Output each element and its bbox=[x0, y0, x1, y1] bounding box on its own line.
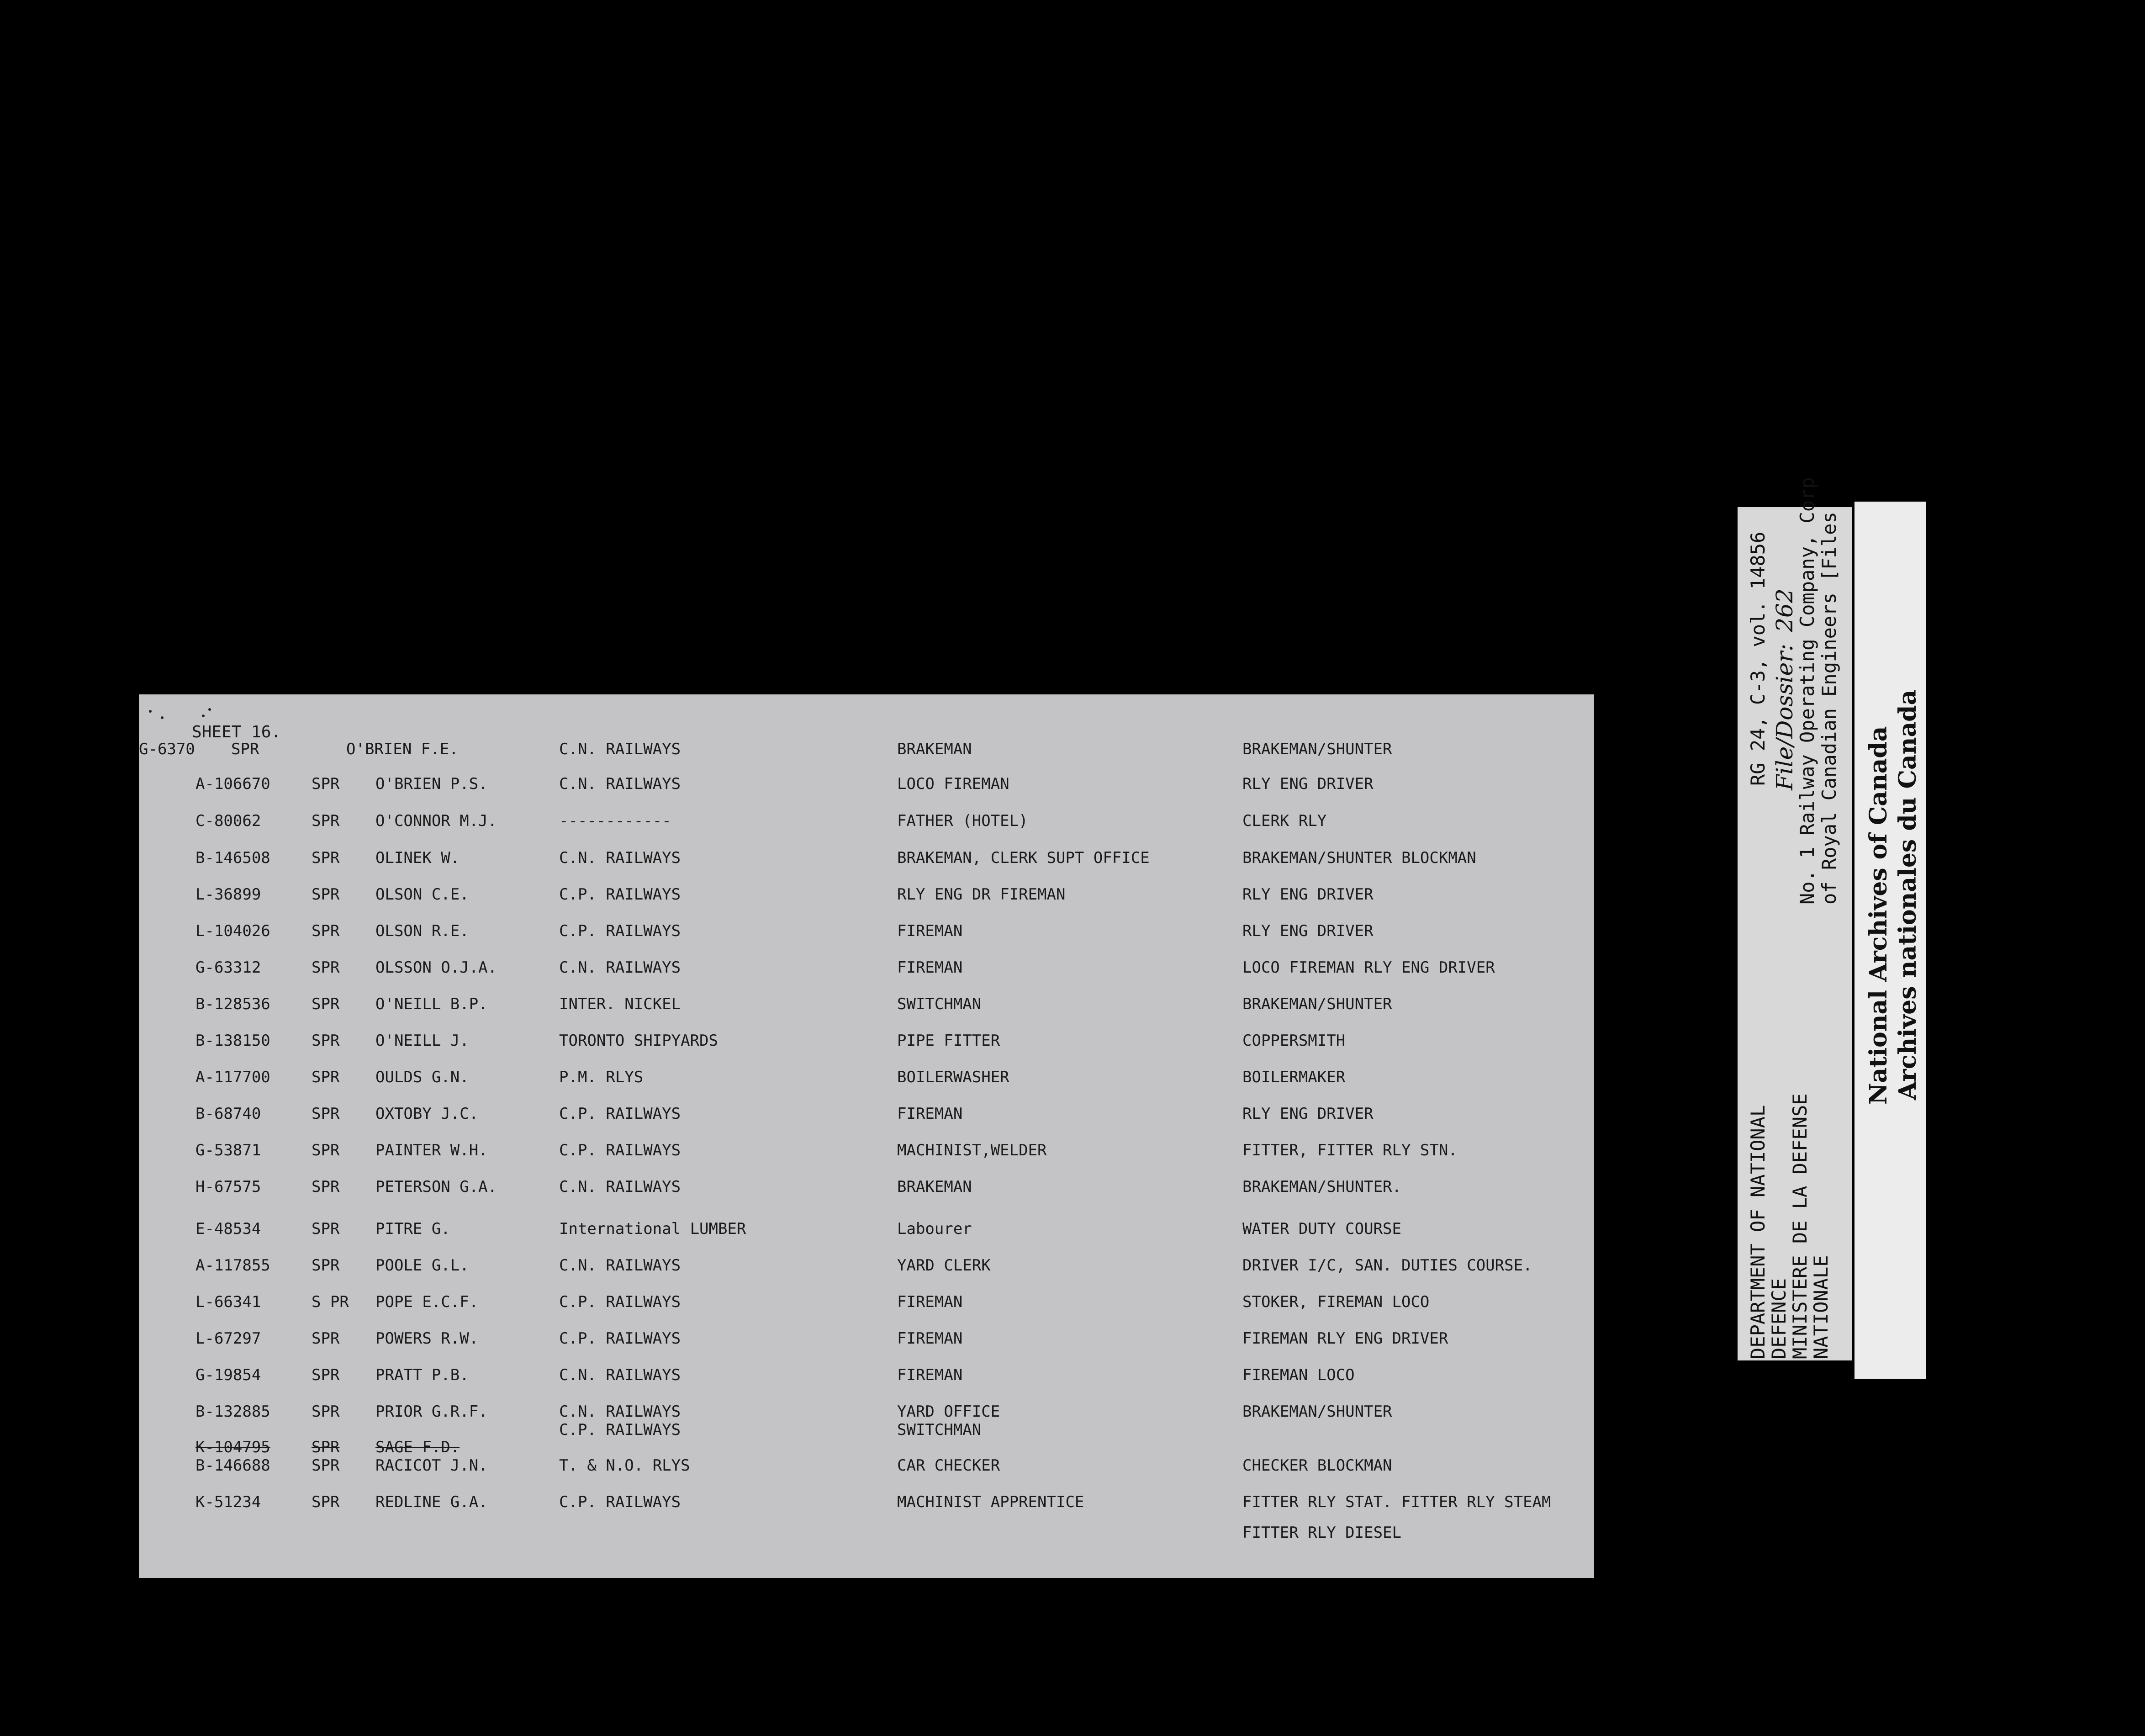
row-service-number: B-138150 bbox=[195, 1032, 270, 1050]
row-rank: S PR bbox=[312, 1293, 349, 1311]
label-file-line bbox=[1771, 588, 1798, 790]
row-civil-occupation: YARD CLERK bbox=[897, 1256, 991, 1275]
row-member-name: OLSON R.E. bbox=[375, 922, 469, 940]
row-service-number: L-104026 bbox=[195, 922, 270, 940]
row-military-trade: FITTER, FITTER RLY STN. bbox=[1242, 1141, 1458, 1159]
row-civil-employer: International LUMBER bbox=[559, 1220, 746, 1238]
row-civil-occupation: LOCO FIREMAN bbox=[897, 775, 1009, 793]
row-civil-employer: C.P. RAILWAYS bbox=[559, 1141, 681, 1159]
row-member-name: OLINEK W. bbox=[375, 849, 460, 867]
row-service-number: G-63312 bbox=[195, 958, 261, 977]
row-military-trade: BOILERMAKER bbox=[1242, 1068, 1346, 1086]
label-department-line: DEPARTMENT OF NATIONAL bbox=[1747, 1105, 1769, 1359]
row-civil-occupation: BRAKEMAN bbox=[897, 740, 972, 758]
row-service-number: B-128536 bbox=[195, 995, 270, 1013]
label-department-line: DEFENCE bbox=[1768, 1278, 1790, 1359]
row-civil-occupation: BRAKEMAN, CLERK SUPT OFFICE bbox=[897, 849, 1150, 867]
label-reference-line: RG 24, C-3, vol. 14856 bbox=[1747, 531, 1769, 786]
row-service-number: B-146508 bbox=[195, 849, 270, 867]
row-service-number: C-80062 bbox=[195, 812, 261, 830]
row-member-name: O'BRIEN F.E. bbox=[346, 740, 459, 758]
row-civil-employer: T. & N.O. RLYS bbox=[559, 1456, 690, 1475]
row-civil-occupation: BOILERWASHER bbox=[897, 1068, 1009, 1086]
archive-reference-label bbox=[1738, 477, 1852, 1360]
row-member-name: O'NEILL J. bbox=[375, 1032, 469, 1050]
row-member-name: PETERSON G.A. bbox=[375, 1178, 497, 1196]
row-civil-occupation: Labourer bbox=[897, 1220, 972, 1238]
row-rank: SPR bbox=[312, 1141, 340, 1159]
row-civil-occupation: FIREMAN bbox=[897, 1105, 963, 1123]
row-rank: SPR bbox=[312, 1493, 340, 1511]
row-rank: SPR bbox=[312, 1256, 340, 1275]
row-service-number: H-67575 bbox=[195, 1178, 261, 1196]
row-rank: SPR bbox=[312, 995, 340, 1013]
row-rank: SPR bbox=[312, 775, 340, 793]
label-file-prefix: File/Dossier: bbox=[1771, 644, 1798, 790]
row-civil-employer: ------------ bbox=[559, 812, 671, 830]
row-military-trade: BRAKEMAN/SHUNTER. bbox=[1242, 1178, 1401, 1196]
row-service-number: L-36899 bbox=[195, 885, 261, 904]
row-military-trade: BRAKEMAN/SHUNTER bbox=[1242, 995, 1392, 1013]
row-service-number: L-66341 bbox=[195, 1293, 261, 1311]
sheet-title: SHEET 16. bbox=[192, 723, 281, 741]
row-military-trade: CHECKER BLOCKMAN bbox=[1242, 1456, 1392, 1475]
label-department-line: MINISTERE DE LA DEFENSE bbox=[1789, 1093, 1811, 1359]
row-civil-employer: P.M. RLYS bbox=[559, 1068, 644, 1086]
row-service-number: A-117700 bbox=[195, 1068, 270, 1086]
row-civil-employer: C.N. RAILWAYS bbox=[559, 775, 681, 793]
row-member-name: RACICOT J.N. bbox=[375, 1456, 488, 1475]
row-rank: SPR bbox=[312, 1456, 340, 1475]
row-civil-employer: C.P. RAILWAYS bbox=[559, 922, 681, 940]
label-unit-line-2: of Royal Canadian Engineers [Files bbox=[1818, 512, 1840, 905]
row-military-trade: RLY ENG DRIVER bbox=[1242, 922, 1374, 940]
row-rank: SPR bbox=[312, 1329, 340, 1348]
row-civil-occupation: SWITCHMAN bbox=[897, 995, 982, 1013]
paper-speck bbox=[149, 710, 152, 713]
row-civil-employer: C.N. RAILWAYS bbox=[559, 1178, 681, 1196]
row-military-trade: FITTER RLY STAT. FITTER RLY STEAM bbox=[1242, 1493, 1551, 1511]
row-civil-employer: C.P. RAILWAYS bbox=[559, 1105, 681, 1123]
row-civil-employer: C.N. RAILWAYS bbox=[559, 740, 681, 758]
row-military-trade: FIREMAN RLY ENG DRIVER bbox=[1242, 1329, 1448, 1348]
row-civil-employer: C.P. RAILWAYS bbox=[559, 1293, 681, 1311]
row-civil-occupation: YARD OFFICE bbox=[897, 1403, 1000, 1421]
row-civil-employer: C.P. RAILWAYS bbox=[559, 1329, 681, 1348]
row-member-name: PAINTER W.H. bbox=[375, 1141, 488, 1159]
document-sheet bbox=[139, 694, 1594, 1578]
row-rank: SPR bbox=[312, 1068, 340, 1086]
row-civil-occupation: FIREMAN bbox=[897, 922, 963, 940]
row-civil-occupation: MACHINIST APPRENTICE bbox=[897, 1493, 1084, 1511]
row-service-number: A-117855 bbox=[195, 1256, 270, 1275]
paper-speck bbox=[161, 716, 164, 719]
row-civil-occupation: FIREMAN bbox=[897, 1329, 963, 1348]
row-service-number: B-146688 bbox=[195, 1456, 270, 1475]
row-member-name: PRATT P.B. bbox=[375, 1366, 469, 1384]
row-civil-occupation: RLY ENG DR FIREMAN bbox=[897, 885, 1066, 904]
row-civil-occupation: FATHER (HOTEL) bbox=[897, 812, 1028, 830]
row-member-name: OXTOBY J.C. bbox=[375, 1105, 479, 1123]
row-member-name: POPE E.C.F. bbox=[375, 1293, 479, 1311]
row-military-trade: RLY ENG DRIVER bbox=[1242, 885, 1374, 904]
row-member-name: O'BRIEN P.S. bbox=[375, 775, 488, 793]
label-file-number: 262 bbox=[1771, 588, 1798, 632]
row-rank: SPR bbox=[312, 1366, 340, 1384]
row-member-name: POOLE G.L. bbox=[375, 1256, 469, 1275]
row-civil-employer: C.N. RAILWAYS bbox=[559, 849, 681, 867]
row-rank: SPR bbox=[312, 1178, 340, 1196]
row-rank: SPR bbox=[312, 1220, 340, 1238]
row-member-name: PRIOR G.R.F. bbox=[375, 1403, 488, 1421]
stamp-english: National Archives of Canada bbox=[1865, 726, 1892, 1105]
row-rank: SPR bbox=[312, 922, 340, 940]
row-military-trade: FITTER RLY DIESEL bbox=[1242, 1524, 1401, 1542]
row-service-number: E-48534 bbox=[195, 1220, 261, 1238]
row-rank: SPR bbox=[312, 849, 340, 867]
row-military-trade: STOKER, FIREMAN LOCO bbox=[1242, 1293, 1430, 1311]
row-military-trade: LOCO FIREMAN RLY ENG DRIVER bbox=[1242, 958, 1495, 977]
row-civil-employer: C.N. RAILWAYS bbox=[559, 1403, 681, 1421]
archives-stamp bbox=[1854, 502, 1926, 1379]
row-civil-employer: INTER. NICKEL bbox=[559, 995, 681, 1013]
row-civil-occupation: PIPE FITTER bbox=[897, 1032, 1000, 1050]
row-member-name: OLSSON O.J.A. bbox=[375, 958, 497, 977]
row-civil-occupation: FIREMAN bbox=[897, 958, 963, 977]
row-military-trade: BRAKEMAN/SHUNTER bbox=[1242, 1403, 1392, 1421]
row-rank: SPR bbox=[312, 1403, 340, 1421]
row-civil-employer: C.N. RAILWAYS bbox=[559, 1366, 681, 1384]
row-service-number: L-67297 bbox=[195, 1329, 261, 1348]
stamp-french: Archives nationales du Canada bbox=[1894, 689, 1922, 1100]
row-military-trade: COPPERSMITH bbox=[1242, 1032, 1346, 1050]
row-service-number: A-106670 bbox=[195, 775, 270, 793]
row-military-trade: DRIVER I/C, SAN. DUTIES COURSE. bbox=[1242, 1256, 1532, 1275]
row-service-number: G-53871 bbox=[195, 1141, 261, 1159]
row-service-number: G-6370 bbox=[139, 740, 195, 758]
row-rank: SPR bbox=[312, 885, 340, 904]
row-member-name: O'NEILL B.P. bbox=[375, 995, 488, 1013]
row-service-number: B-132885 bbox=[195, 1403, 270, 1421]
row-rank: SPR bbox=[231, 740, 259, 758]
row-rank: SPR bbox=[312, 1438, 340, 1456]
row-rank: SPR bbox=[312, 812, 340, 830]
row-military-trade: RLY ENG DRIVER bbox=[1242, 1105, 1374, 1123]
row-service-number: K-51234 bbox=[195, 1493, 261, 1511]
row-civil-occupation: MACHINIST,WELDER bbox=[897, 1141, 1047, 1159]
row-civil-employer: C.N. RAILWAYS bbox=[559, 1256, 681, 1275]
row-rank: SPR bbox=[312, 958, 340, 977]
row-civil-employer: C.P. RAILWAYS bbox=[559, 885, 681, 904]
row-member-name: OLSON C.E. bbox=[375, 885, 469, 904]
paper-speck bbox=[202, 715, 205, 717]
row-service-number: G-19854 bbox=[195, 1366, 261, 1384]
row-service-number: K-104795 bbox=[195, 1438, 270, 1456]
row-civil-occupation: CAR CHECKER bbox=[897, 1456, 1000, 1475]
label-department-line: NATIONALE bbox=[1810, 1255, 1832, 1359]
row-civil-occupation: SWITCHMAN bbox=[897, 1421, 982, 1439]
row-service-number: B-68740 bbox=[195, 1105, 261, 1123]
row-civil-occupation: BRAKEMAN bbox=[897, 1178, 972, 1196]
row-military-trade: BRAKEMAN/SHUNTER BLOCKMAN bbox=[1242, 849, 1476, 867]
row-rank: SPR bbox=[312, 1105, 340, 1123]
row-member-name: REDLINE G.A. bbox=[375, 1493, 488, 1511]
row-civil-occupation: FIREMAN bbox=[897, 1293, 963, 1311]
row-military-trade: WATER DUTY COURSE bbox=[1242, 1220, 1401, 1238]
row-civil-employer: C.N. RAILWAYS bbox=[559, 958, 681, 977]
row-member-name: O'CONNOR M.J. bbox=[375, 812, 497, 830]
row-member-name: POWERS R.W. bbox=[375, 1329, 479, 1348]
row-military-trade: FIREMAN LOCO bbox=[1242, 1366, 1355, 1384]
row-member-name: SAGE F.D. bbox=[375, 1438, 460, 1456]
paper-speck bbox=[208, 708, 211, 711]
row-civil-occupation: FIREMAN bbox=[897, 1366, 963, 1384]
row-civil-employer: C.P. RAILWAYS bbox=[559, 1493, 681, 1511]
row-military-trade: BRAKEMAN/SHUNTER bbox=[1242, 740, 1392, 758]
row-military-trade: RLY ENG DRIVER bbox=[1242, 775, 1374, 793]
row-military-trade: CLERK RLY bbox=[1242, 812, 1327, 830]
row-civil-employer: C.P. RAILWAYS bbox=[559, 1421, 681, 1439]
row-civil-employer: TORONTO SHIPYARDS bbox=[559, 1032, 718, 1050]
row-member-name: PITRE G. bbox=[375, 1220, 450, 1238]
row-member-name: OULDS G.N. bbox=[375, 1068, 469, 1086]
label-unit-line: No. 1 Railway Operating Company, Corp bbox=[1796, 477, 1818, 905]
row-rank: SPR bbox=[312, 1032, 340, 1050]
